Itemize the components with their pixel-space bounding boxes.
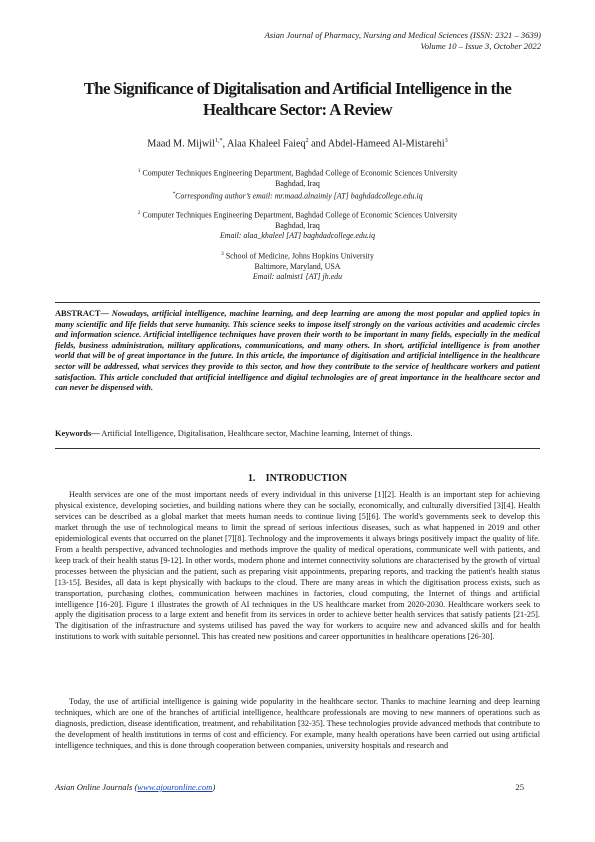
title-line-1: The Significance of Digitalisation and Artificial Intelligence in the bbox=[83, 79, 512, 98]
abstract-lead: ABSTRACT— bbox=[55, 309, 109, 318]
author-3: Abdel-Hameed Al-Mistarehi bbox=[327, 138, 445, 150]
body-paragraph-1: Health services are one of the most important needs of every individual in this universe [1][2]. Health is an important step for achieving physical existence, developing societies, and building nations where they can be socially, economically, and culturally diversified [3][4]. Health services can be described as a global market that meets human needs to continue living [5][6]. The world's governments seek to develop this market through the use of technological means to limit the spread of serious infectious diseases, such as what happened in 2019 and other epidemiological events that occurred on the planet [7][8]. Technology and the improvements it always brings positively impact the quality of life. From a health perspective, advanced technologies and methods improve the quality of medical operations, communicate well with patients, and keep track of their health status [9-12]. In other words, modern phone and internet connectivity solutions are characterised by the growth of virtual processes between the physician and the patient, such as preparing visit appointments, preparing reports, and tracking the patient's health status [13-15]. Besides, all data is kept physically with backups to the cloud. There are many areas in which the digitisation process exists, such as transportation, purchasing clothes, communication between machines in factories, cloud computing, the Internet of things and artificial intelligence [16-20]. Figure 1 illustrates the growth of AI techniques in the US healthcare market from 2020-2030. Healthcare workers seek to apply the digitisation process to a large extent and benefit from its services in order to achieve better health services that satisfy patients [21-25]. The digitisation of the infrastructure and systems utilised has paved the way for workers to acquire new and advanced skills and for health institutions to work with suitable personnel. This has created new positions and career opportunities in healthcare operations [26-30]. bbox=[55, 490, 540, 642]
affiliation-3-marker: 3 bbox=[221, 251, 224, 257]
running-header bbox=[265, 30, 541, 52]
keywords-bottom-rule bbox=[55, 448, 540, 449]
keywords bbox=[55, 428, 540, 439]
affiliation-1-dept: Computer Techniques Engineering Department, Baghdad College of Economic Sciences University bbox=[142, 168, 458, 178]
journal-name: Asian Journal of Pharmacy, Nursing and Medical Sciences (ISSN: 2321 – 3639) bbox=[264, 30, 541, 40]
author-2: Alaa Khaleel Faieq bbox=[226, 138, 306, 150]
affiliation-2 bbox=[75, 208, 520, 242]
affiliation-1-city: Baghdad, Iraq bbox=[275, 179, 320, 189]
author-3-marker: 3 bbox=[444, 138, 448, 144]
affiliation-2-email: Email: alaa_khaleel [AT] baghdadcollege.edu.iq bbox=[219, 231, 376, 241]
author-separator: , bbox=[222, 138, 227, 150]
author-list bbox=[55, 138, 540, 149]
affiliation-3-dept: School of Medicine, Johns Hopkins University bbox=[225, 251, 374, 261]
corresponding-marker: * bbox=[172, 191, 176, 198]
affiliation-3 bbox=[75, 249, 520, 283]
affiliation-2-marker: 2 bbox=[137, 210, 141, 216]
affiliation-2-city: Baghdad, Iraq bbox=[275, 221, 320, 231]
footer-link[interactable]: www.ajouronline.com bbox=[137, 782, 213, 792]
abstract-text: Nowadays, artificial intelligence, machine learning, and deep learning are among the most popular and applied topics in many scientific and life fields that serve humanity. This science seeks to impose itself strongly on the various activities and academic circles and information science. Artificial intelligence techniques have proven their worth to be important in many fields, especially in the medical fields, business administration, military applications, communications, and many others. In short, artificial intelligence is from another world that will be of great importance in the future. In this article, the importance of digitisation and artificial intelligence in the healthcare sector will be addressed, what services they provide to this sector, and how they contribute to the service of healthcare workers and patient satisfaction. This article concluded that artificial intelligence and digital technologies are of great importance in the healthcare sector and can never be dispensed with. bbox=[55, 309, 540, 393]
title-line-2: Healthcare Sector: A Review bbox=[203, 100, 392, 119]
footer-publisher-close: ) bbox=[212, 782, 216, 792]
author-1-marker: 1,* bbox=[214, 138, 223, 144]
abstract-top-rule bbox=[55, 302, 540, 303]
affiliation-3-email: Email: aalmist1 [AT] jh.edu bbox=[252, 272, 343, 282]
journal-volume: Volume 10 – Issue 3, October 2022 bbox=[420, 41, 541, 51]
page-footer bbox=[55, 782, 540, 792]
body-paragraph-2: Today, the use of artificial intelligence is gaining wide popularity in the healthcare sector. Thanks to machine learning and deep learning techniques, which are one of the branches of artificial intelligence, healthcare professionals are moving to new manners of operations such as diagnosis, prediction, disease identification, treatment, and rehabilitation [32-35]. These technologies provide advanced methods that contribute to the development of health institutions in terms of cost and efficiency. For example, many health operations have been carried out using artificial intelligence techniques, and this is done through cooperation between companies, university hospitals and research and bbox=[55, 697, 540, 750]
affiliation-1-email: Corresponding author’s email: mr.maad.alnaimiy [AT] baghdadcollege.edu.iq bbox=[175, 192, 423, 202]
affiliation-1-marker: 1 bbox=[137, 168, 141, 174]
affiliation-1 bbox=[75, 166, 520, 202]
affiliation-3-city: Baltimore, Maryland, USA bbox=[254, 262, 341, 272]
paper-title bbox=[55, 78, 540, 120]
abstract bbox=[55, 309, 540, 394]
footer-publisher: Asian Online Journals ( bbox=[55, 782, 138, 792]
author-2-marker: 2 bbox=[305, 138, 309, 144]
keywords-text: Artificial Intelligence, Digitalisation, Healthcare sector, Machine learning, Internet of things. bbox=[99, 429, 413, 438]
author-conjunction: and bbox=[308, 138, 328, 150]
section-heading: 1. INTRODUCTION bbox=[247, 473, 348, 484]
affiliation-2-dept: Computer Techniques Engineering Department, Baghdad College of Economic Sciences University bbox=[142, 210, 458, 220]
author-1: Maad M. Mijwil bbox=[147, 138, 215, 150]
page-number: 25 bbox=[515, 782, 524, 792]
keywords-label: Keywords— bbox=[55, 429, 100, 438]
